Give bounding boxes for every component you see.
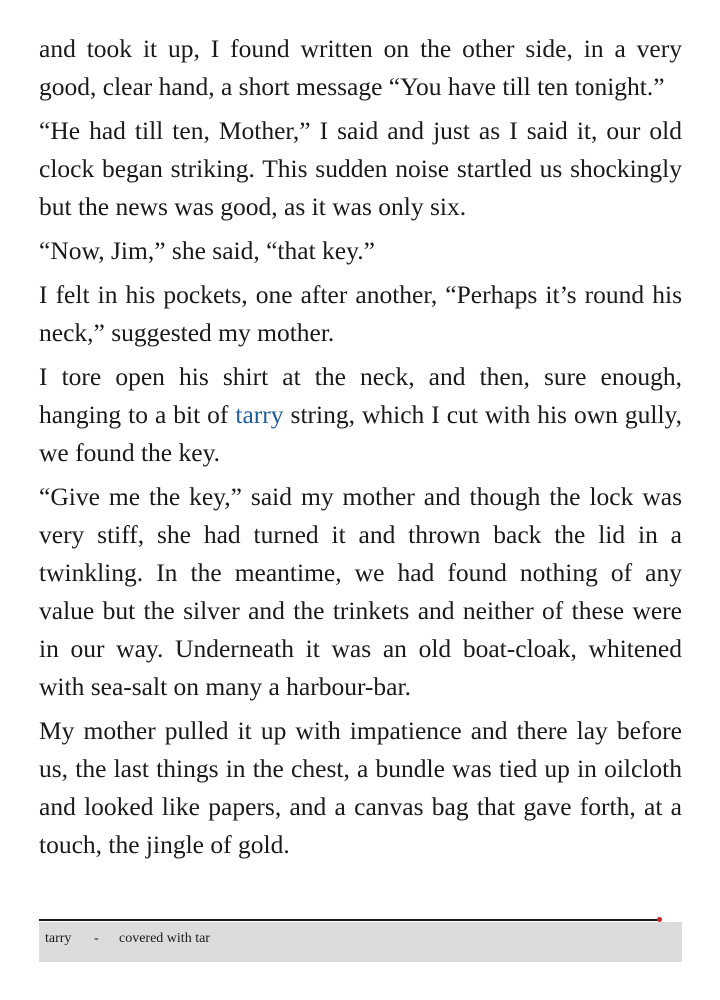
paragraph-text: string, which I cut with his own gully, we found the key. xyxy=(39,400,683,467)
paragraph-gold xyxy=(39,712,682,864)
paragraph-pockets xyxy=(39,276,682,352)
paragraph-text: “Give me the key,” said my mother and though the lock was very stiff, she had turned it and thrown back the lid in a twinkling. In the meantime, we had found nothing of any value but the silver and the trinkets and neither of these were in our way. Underneath it was an old boat-cloak, whitened with sea-salt on many a harbour-bar. xyxy=(39,482,682,701)
paragraph-open-chest xyxy=(39,478,682,706)
paragraph-text: I tore open his shirt at the neck, and then, sure enough, hanging to a bit of xyxy=(39,362,682,429)
glossary-footnote xyxy=(39,922,682,962)
glossary-definition: covered with tar xyxy=(119,931,210,946)
paragraph-text: My mother pulled it up with impatience and there lay before us, the last things in the chest, a bundle was tied up in oilcloth and looked like papers, and a canvas bag that gave forth, at a touch, the jingle of gold. xyxy=(39,716,682,859)
paragraph-message xyxy=(39,30,682,106)
paragraph-text: and took it up, I found written on the other side, in a very good, clear hand, a short message “You have till ten tonight.” xyxy=(39,34,682,101)
story-text xyxy=(39,30,682,870)
paragraph-found-key xyxy=(39,358,682,472)
paragraph-clock xyxy=(39,112,682,226)
footnote-divider xyxy=(39,919,658,921)
glossary-word-link[interactable]: tarry xyxy=(235,400,284,429)
glossary-separator: - xyxy=(94,931,99,946)
paragraph-key-request xyxy=(39,232,682,270)
paragraph-text: “Now, Jim,” she said, “that key.” xyxy=(39,236,375,265)
paragraph-text: I felt in his pockets, one after another, “Perhaps it’s round his neck,” suggested my mother. xyxy=(39,280,682,347)
glossary-term: tarry xyxy=(45,931,72,946)
paragraph-text: “He had till ten, Mother,” I said and just as I said it, our old clock began striking. This sudden noise startled us shockingly but the news was good, as it was only six. xyxy=(39,116,682,221)
